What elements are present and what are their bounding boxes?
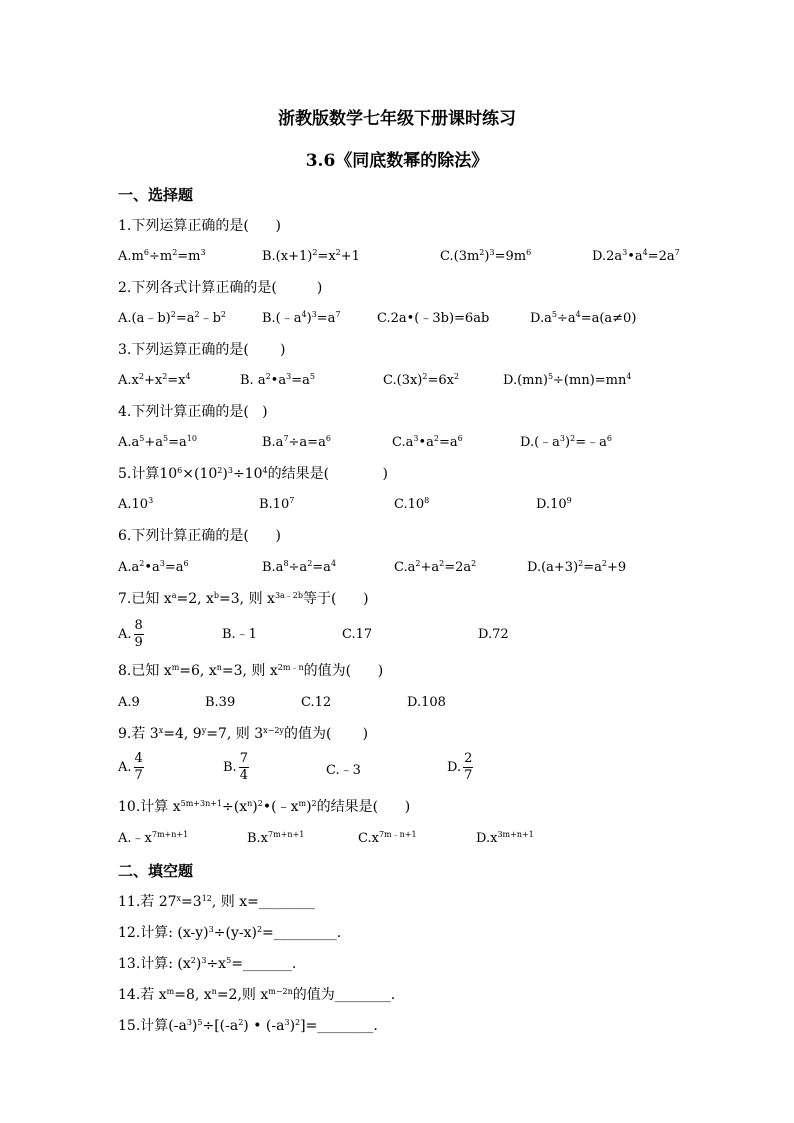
q9-option-a: A. $\frac{4}{7}$	[118, 751, 143, 783]
q8-option-c: C.12	[301, 695, 332, 710]
fraction-numerator: 8	[134, 618, 143, 633]
question-10: 10.计算 $x^{5m+3n+1}\div(x^n)^2•(﹣x^m)^2$的结果是( )	[118, 799, 411, 815]
q2-option-d: $D.a^5\div a^4=a(a\ne 0)$	[530, 310, 637, 326]
q10-option-a: $A.﹣x^{7m+n+1}$	[118, 830, 189, 846]
q7-option-b: B.﹣1	[222, 627, 257, 642]
fraction-numerator: 7	[239, 751, 248, 766]
q7a-fraction	[134, 618, 144, 651]
q5-option-c: $C.10^8$	[394, 496, 430, 512]
question-11: 11.若 $27^x=3^{12}$, 则 x=________	[118, 894, 315, 910]
question-2: 2.下列各式计算正确的是( )	[118, 280, 323, 296]
q5-option-a: $A.10^3$	[118, 496, 154, 512]
question-12: 12.计算: $(x-y)^3\div(y-x)^2=\_\_\_\_\_\_\_\_\_$.	[118, 925, 342, 941]
q6-option-d: $D.(a+3)^2=a^2+9$	[527, 559, 627, 575]
question-6: 6.下列计算正确的是( )	[118, 528, 281, 544]
q8-option-a: A.9	[118, 695, 140, 710]
q4-option-c: $C.a^3•a^2=a^6$	[392, 434, 463, 450]
question-8: 8.已知 $x^m=6$, $x^n=3$, 则 $x^{2m﹣n}$的值为( )	[118, 663, 384, 679]
q9b-fraction	[239, 751, 249, 784]
q2-option-b: $B.(﹣a^4)^3=a^7$	[262, 310, 341, 326]
q6-option-a: $A.a^2•a^3=a^6$	[118, 559, 189, 575]
question-5: 5.计算$10^6\times(10^2)^3\div 10^4$的结果是( )	[118, 466, 388, 482]
question-14: 14.若 $x^m=8$, $x^n=2$,则 $x^{m-2n}$的值为________.	[118, 987, 396, 1003]
fraction-denominator: 9	[134, 635, 143, 650]
q8-option-b: B.39	[205, 695, 236, 710]
q1-option-a: $A.m^6\div m^2=m^3$	[118, 248, 206, 264]
question-15: 15.计算$(-a^3)^5\div[(-a^2)$ • $(-a^3)^2]=\_\_\_\_\_\_\_\_$.	[118, 1018, 378, 1034]
q9a-fraction	[134, 751, 144, 784]
question-13: 13.计算: $(x^2)^3\div x^5=\_\_\_\_\_\_\_$.	[118, 956, 297, 972]
q10-option-d: $D.x^{3m+n+1}$	[476, 830, 534, 846]
q5-option-b: $B.10^7$	[259, 496, 295, 512]
q10-option-c: $C.x^{7m﹣n+1}$	[358, 830, 417, 846]
q1-option-b: $B.(x+1)^2=x^2+1$	[262, 248, 360, 264]
q3-option-c: $C.(3x)^2=6x^2$	[383, 372, 460, 388]
q5-option-d: $D.10^9$	[536, 496, 572, 512]
fraction-denominator: 4	[239, 768, 248, 783]
q2-option-a: $A.(a﹣b)^2=a^2﹣b^2$	[118, 310, 227, 326]
q9-option-b: B. $\frac{7}{4}$	[223, 751, 248, 783]
q4-option-a: $A.a^5+a^5=a^{10}$	[118, 434, 197, 450]
q1-option-d: $D.2a^3•a^4=2a^7$	[592, 248, 680, 264]
fraction-denominator: 7	[134, 768, 143, 783]
q4-option-b: $B.a^7\div a=a^6$	[262, 434, 331, 450]
q7-option-a: A. $\frac{8}{9}$	[118, 618, 143, 650]
q6-option-b: $B.a^8\div a^2=a^4$	[262, 559, 337, 575]
fraction-denominator: 7	[464, 768, 473, 783]
question-9: 9.若 $3^x=4$, $9^y=7$, 则 $3^{x-2y}$的值为( )	[118, 726, 369, 742]
q8-option-d: D.108	[407, 695, 446, 710]
document-title: 浙教版数学七年级下册课时练习	[278, 109, 516, 129]
fraction-numerator: 4	[134, 751, 143, 766]
question-1: 1.下列运算正确的是( )	[118, 218, 281, 234]
fraction-numerator: 2	[464, 751, 473, 766]
q7-option-d: D.72	[478, 627, 509, 642]
q4-option-d: $D.(﹣a^3)^2=﹣a^6$	[520, 434, 612, 450]
q3-option-a: $A.x^2+x^2=x^4$	[118, 372, 191, 388]
q9-option-c: C.﹣3	[326, 763, 361, 778]
q2-option-c: C.2a•(﹣3b)=6ab	[377, 311, 490, 326]
question-3: 3.下列运算正确的是( )	[118, 342, 286, 358]
q7-option-c: C.17	[342, 627, 373, 642]
document-subtitle: 3.6《同底数幂的除法》	[305, 151, 489, 171]
q6-option-c: $C.a^2+a^2=2a^2$	[394, 559, 477, 575]
q3-option-b: B. $a^2•a^3=a^5$	[240, 372, 315, 388]
q10-option-b: $B.x^{7m+n+1}$	[247, 830, 305, 846]
q3-option-d: $D.(mn)^5\div(mn)=mn^4$	[503, 372, 632, 388]
section-heading-choice: 一、选择题	[118, 186, 194, 204]
q9-option-d: D. $\frac{2}{7}$	[447, 751, 473, 783]
section-heading-fill: 二、填空题	[118, 862, 194, 880]
question-7: 7.已知 $x^a=2$, $x^b=3$, 则 $x^{3a﹣2b}$等于( )	[118, 591, 369, 607]
q9d-fraction	[463, 751, 473, 784]
question-4: 4.下列计算正确的是( )	[118, 404, 268, 420]
q1-option-c: $C.(3m^2)^3=9m^6$	[440, 248, 532, 264]
